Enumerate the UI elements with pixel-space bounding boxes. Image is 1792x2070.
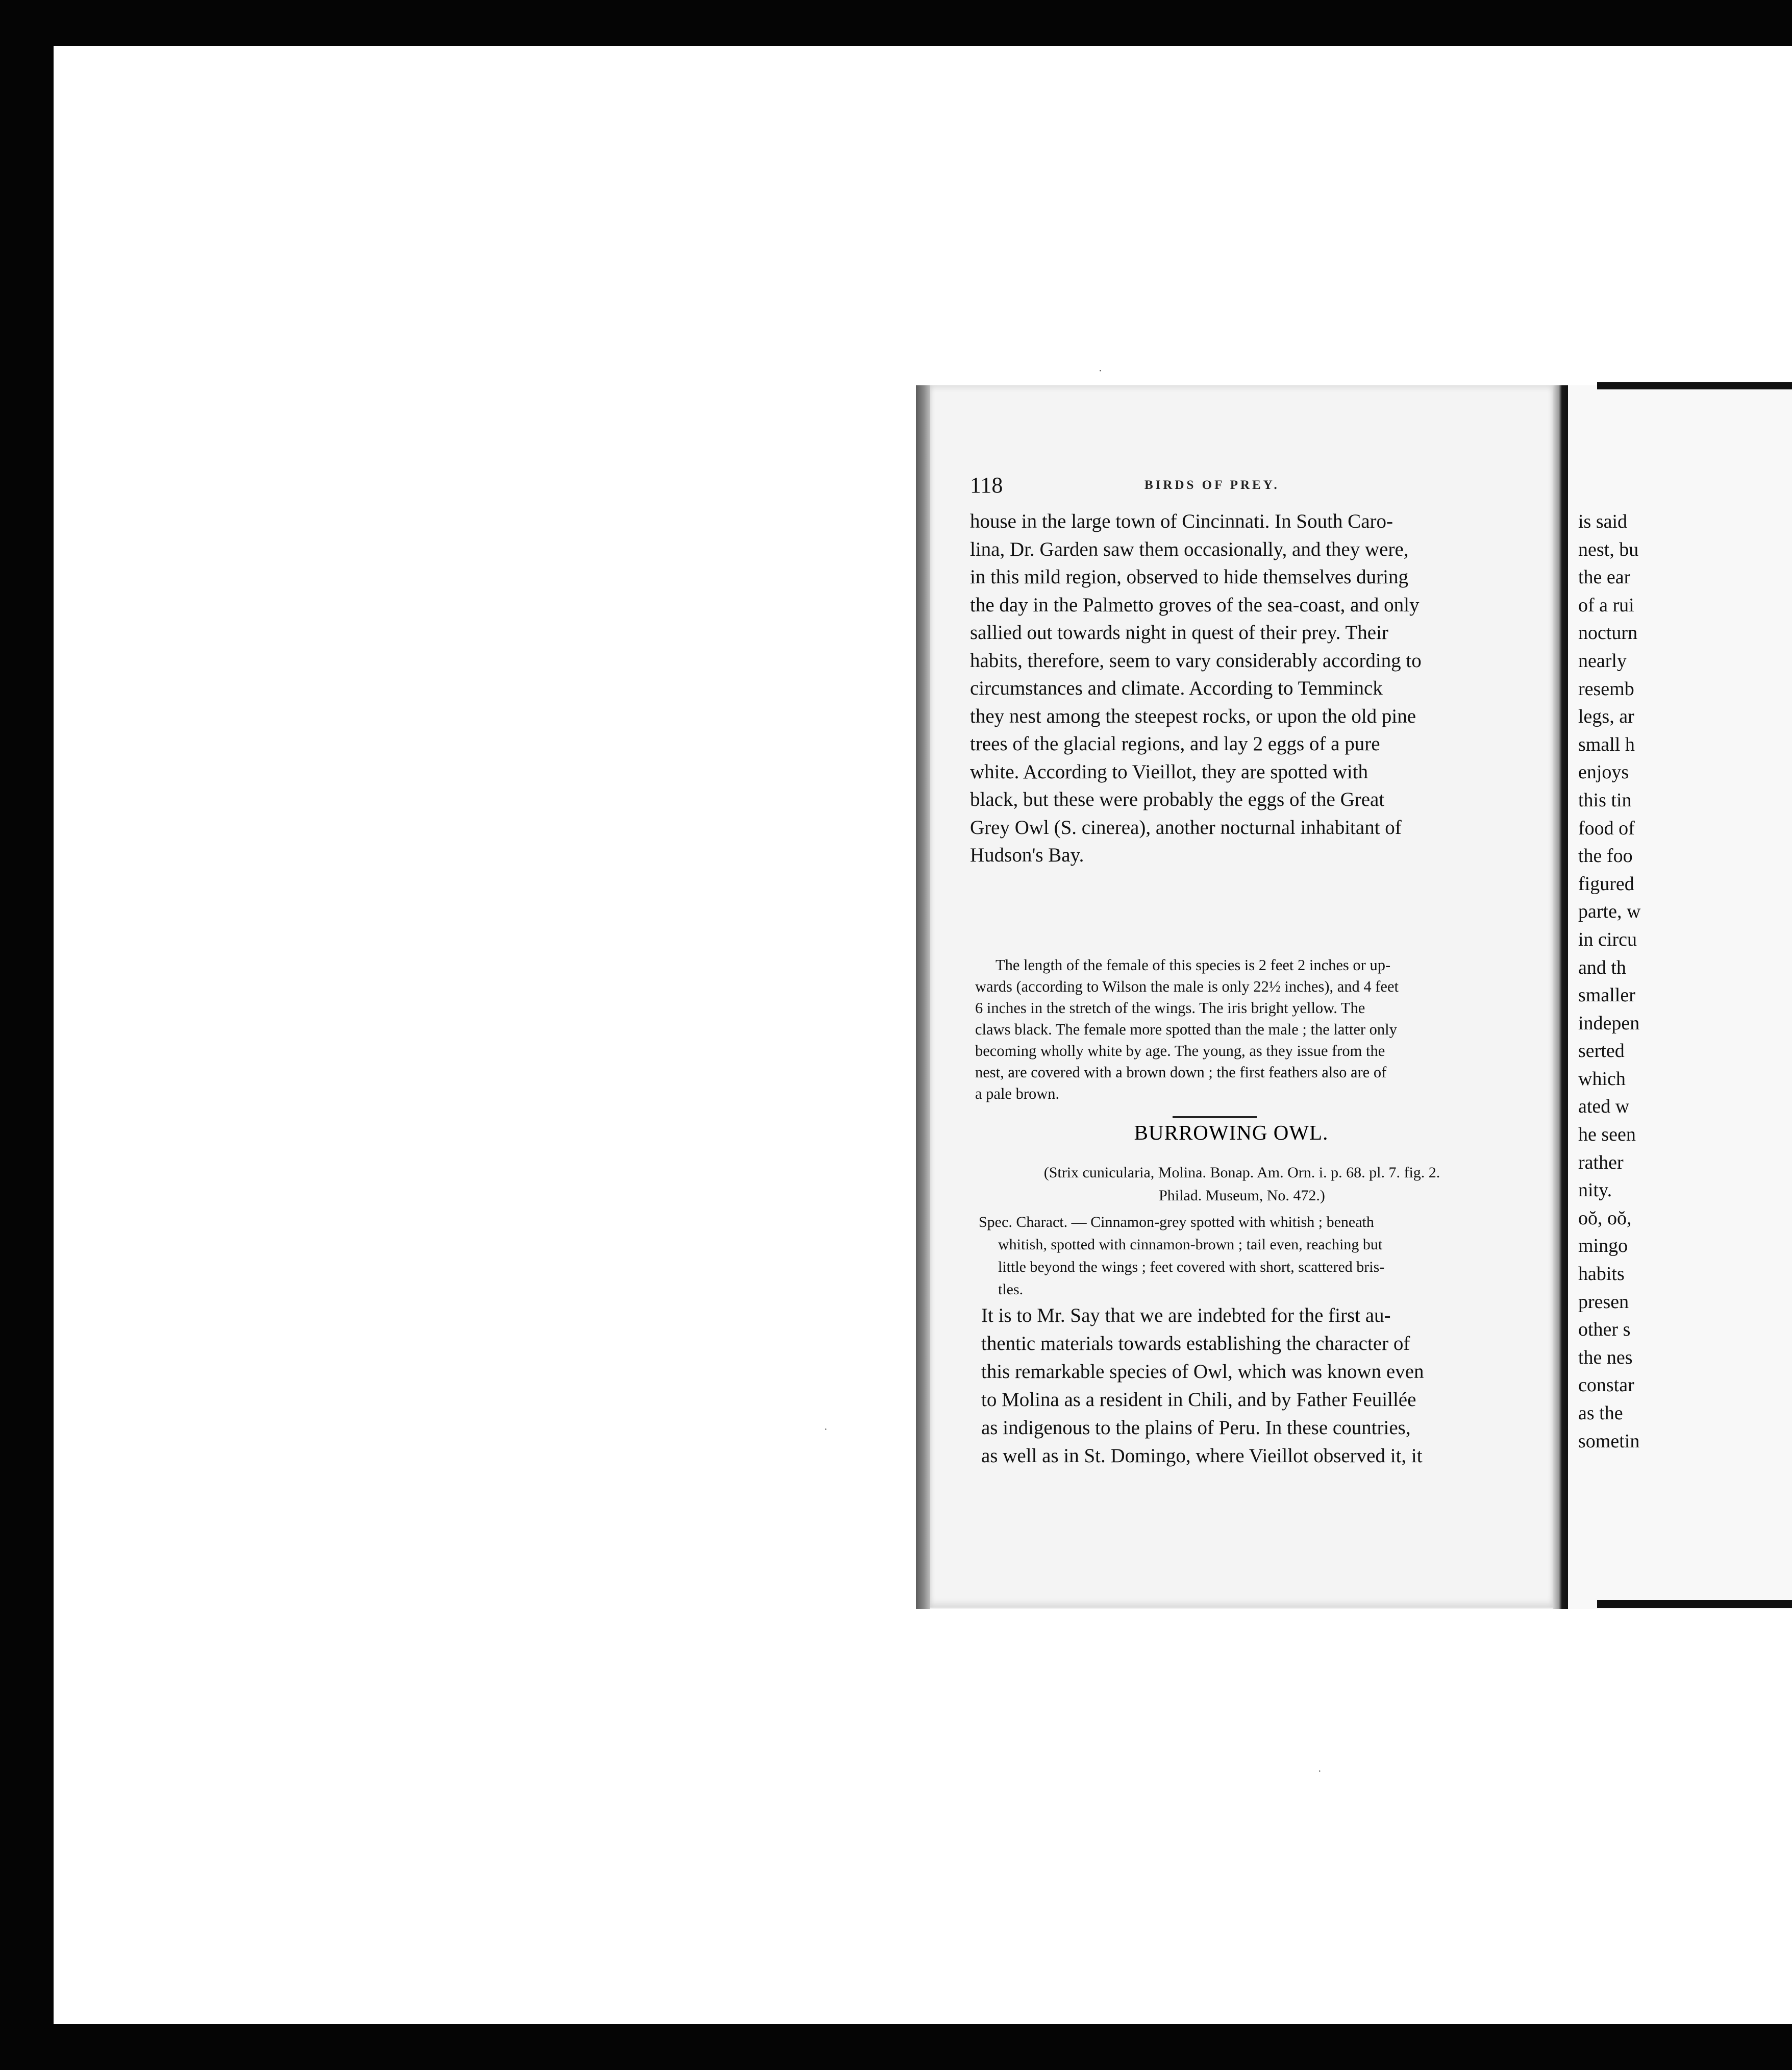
text-line: Philad. Museum, No. 472.) bbox=[1159, 1187, 1325, 1204]
text-line: which bbox=[1578, 1068, 1626, 1090]
text-line: sallied out towards night in quest of their prey. Their bbox=[970, 622, 1388, 644]
section-heading: BURROWING OWL. bbox=[1134, 1121, 1329, 1144]
text-line: thentic materials towards establishing the character of bbox=[981, 1333, 1410, 1354]
right-page bbox=[1568, 385, 1792, 1609]
text-line: habits bbox=[1578, 1263, 1625, 1285]
scan-speck: · bbox=[1099, 365, 1102, 377]
text-line: figured bbox=[1578, 873, 1634, 895]
text-line: lina, Dr. Garden saw them occasionally, and they were, bbox=[970, 538, 1409, 560]
text-line: rather bbox=[1578, 1151, 1624, 1173]
text-line: 6 inches in the stretch of the wings. The iris bright yellow. The bbox=[975, 999, 1365, 1017]
text-line: food of bbox=[1578, 817, 1635, 839]
open-book bbox=[916, 385, 1792, 1609]
text-line: presen bbox=[1578, 1291, 1629, 1313]
text-line: Hudson's Bay. bbox=[970, 844, 1084, 866]
text-line: legs, ar bbox=[1578, 706, 1634, 728]
text-line: tles. bbox=[998, 1281, 1024, 1298]
text-line: and th bbox=[1578, 956, 1626, 978]
paragraph-body bbox=[981, 1301, 1503, 1470]
text-line: sometin bbox=[1578, 1430, 1640, 1452]
text-line: as indigenous to the plains of Peru. In these countries, bbox=[981, 1417, 1411, 1439]
text-line: nity. bbox=[1578, 1179, 1612, 1201]
text-line: (Strix cunicularia, Molina. Bonap. Am. Orn. i. p. 68. pl. 7. fig. 2. bbox=[1043, 1164, 1440, 1181]
text-line: The length of the female of this species is 2 feet 2 inches or up- bbox=[995, 956, 1391, 974]
text-line: smaller bbox=[1578, 984, 1635, 1006]
text-line: white. According to Vieillot, they are spotted with bbox=[970, 760, 1368, 783]
specific-character bbox=[979, 1211, 1503, 1301]
text-line: this remarkable species of Owl, which was known even bbox=[981, 1361, 1424, 1383]
page-header bbox=[930, 472, 1553, 498]
text-line: they nest among the steepest rocks, or upon the old pine bbox=[970, 705, 1416, 727]
text-line: as well as in St. Domingo, where Vieillot observed it, it bbox=[981, 1445, 1423, 1467]
text-line: habits, therefore, seem to vary considerably according to bbox=[970, 649, 1422, 672]
book-bottom-edge bbox=[1597, 1600, 1792, 1608]
text-line: in circu bbox=[1578, 928, 1637, 950]
text-line: little beyond the wings ; feet covered with short, scattered bris- bbox=[998, 1259, 1385, 1275]
text-line: he seen bbox=[1578, 1124, 1636, 1146]
text-line: the foo bbox=[1578, 845, 1633, 867]
text-line: nocturn bbox=[1578, 622, 1638, 644]
text-line: is said bbox=[1578, 511, 1628, 532]
text-line: resemb bbox=[1578, 678, 1634, 700]
text-line: this tin bbox=[1578, 789, 1632, 811]
book-top-edge bbox=[1597, 382, 1792, 389]
paragraph-small bbox=[975, 954, 1503, 1104]
scan-speck: · bbox=[824, 1424, 828, 1435]
text-line: the day in the Palmetto groves of the sea-coast, and only bbox=[970, 594, 1420, 616]
book-left-edge bbox=[916, 385, 930, 1609]
left-page bbox=[930, 385, 1553, 1608]
text-line: whitish, spotted with cinnamon-brown ; tail even, reaching but bbox=[998, 1236, 1383, 1253]
text-line: mingo bbox=[1578, 1235, 1628, 1257]
text-line: Spec. Charact. — Cinnamon-grey spotted with whitish ; beneath bbox=[979, 1214, 1374, 1230]
text-line: as the bbox=[1578, 1402, 1623, 1424]
book-gutter bbox=[1553, 385, 1568, 1609]
text-line: circumstances and climate. According to Temminck bbox=[970, 677, 1383, 699]
right-page-text bbox=[1578, 508, 1792, 1455]
text-line: wards (according to Wilson the male is only 22½ inches), and 4 feet bbox=[975, 978, 1399, 995]
text-line: a pale brown. bbox=[975, 1085, 1060, 1102]
text-line: claws black. The female more spotted than the male ; the latter only bbox=[975, 1021, 1397, 1038]
text-line: nest, bu bbox=[1578, 538, 1639, 560]
scan-speck: · bbox=[1318, 1766, 1322, 1777]
text-line: nest, are covered with a brown down ; the first feathers also are of bbox=[975, 1064, 1387, 1081]
synonymy bbox=[981, 1161, 1503, 1207]
section-divider bbox=[1173, 1116, 1257, 1118]
text-line: house in the large town of Cincinnati. In South Caro- bbox=[970, 510, 1393, 532]
text-line: of a rui bbox=[1578, 594, 1634, 616]
page-number: 118 bbox=[970, 473, 1003, 498]
text-line: small h bbox=[1578, 733, 1635, 755]
text-line: in this mild region, observed to hide themselves during bbox=[970, 566, 1408, 588]
text-line: Grey Owl (S. cinerea), another nocturnal inhabitant of bbox=[970, 816, 1402, 839]
paragraph-main bbox=[970, 508, 1503, 870]
text-line: It is to Mr. Say that we are indebted for the first au- bbox=[981, 1304, 1391, 1326]
text-line: ated w bbox=[1578, 1096, 1630, 1118]
text-line: serted bbox=[1578, 1040, 1625, 1062]
text-line: parte, w bbox=[1578, 901, 1641, 923]
text-line: to Molina as a resident in Chili, and by Father Feuillée bbox=[981, 1389, 1416, 1411]
running-title: BIRDS OF PREY. bbox=[1144, 478, 1280, 492]
text-line: the nes bbox=[1578, 1346, 1633, 1368]
text-line: oŏ, oŏ, bbox=[1578, 1207, 1632, 1229]
text-line: enjoys bbox=[1578, 761, 1629, 783]
text-line: other s bbox=[1578, 1319, 1631, 1341]
text-line: nearly bbox=[1578, 650, 1627, 672]
text-line: becoming wholly white by age. The young, as they issue from the bbox=[975, 1042, 1385, 1059]
text-line: the ear bbox=[1578, 566, 1631, 588]
text-line: indepen bbox=[1578, 1012, 1640, 1034]
text-line: trees of the glacial regions, and lay 2 eggs of a pure bbox=[970, 733, 1380, 755]
text-line: black, but these were probably the eggs of the Great bbox=[970, 788, 1385, 810]
text-line: constar bbox=[1578, 1374, 1634, 1396]
